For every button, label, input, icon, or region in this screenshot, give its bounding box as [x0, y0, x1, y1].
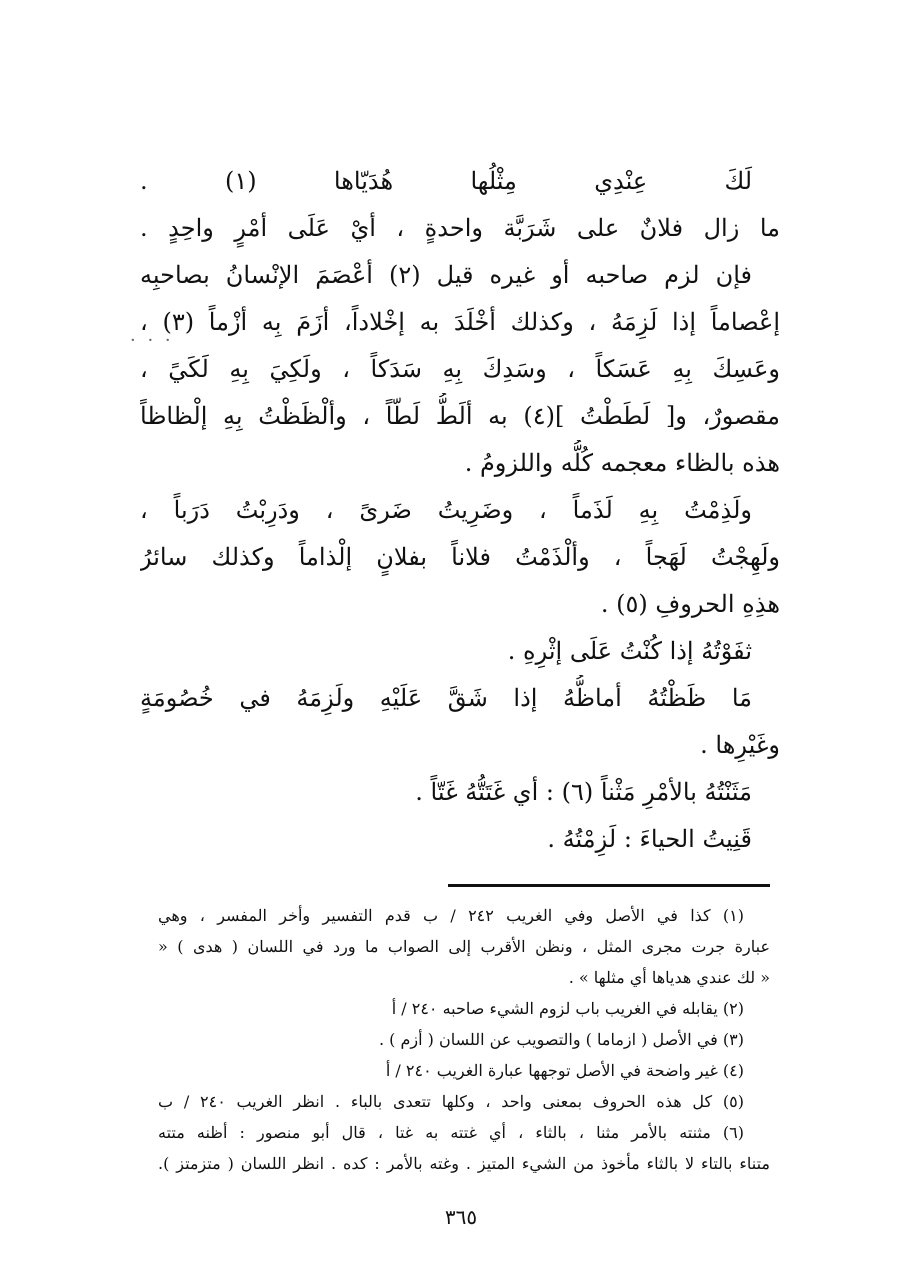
margin-mark: · · · — [130, 330, 174, 351]
main-line: فإن لزم صاحبه أو غيره قيل (٢) أعْصَمَ الإنْسانُ بصاحبِه — [140, 261, 753, 289]
main-line: مَا ظَظْتُهُ أماظُّهُ إذا شَقَّ عَلَيْهِ ولَزِمَهُ في خُصُومَةٍ — [140, 684, 752, 712]
main-line: ولَذِمْتُ بِهِ لَذَماً ، وضَرِيتُ ضَرىً ، ودَرِبْتُ دَرَباً ، — [140, 496, 752, 524]
footnote-line: متناء بالتاء لا بالثاء مأخوذ من الشيء المتيز . وغته بالأمر : كده . انظر اللسان ( متزمتز ). — [158, 1154, 770, 1173]
main-line: قَنِيتُ الحياءَ : لَزِمْتُهُ . — [547, 825, 752, 853]
main-line: ثفَوْتُهُ إذا كُنْتُ عَلَى إثْرِهِ . — [507, 637, 752, 665]
main-line: وغَيْرِها . — [700, 731, 780, 759]
main-line: مَثَنْتُهُ بالأمْرِ مَثْناً (٦) : أي غَتَتُّهُ غَتّاً . — [415, 778, 752, 806]
main-line: لَكَ عِنْدِي مِثْلُها هُدَيّاها (١) . — [140, 167, 753, 195]
footnote-line: (٣) في الأصل ( ازماما ) والتصويب عن اللسان ( أزم ) . — [379, 1030, 744, 1049]
main-line: ما زال فلانٌ على شَرَبَّة واحدةٍ ، أيْ عَلَى أمْرٍ واحِدٍ . — [140, 214, 780, 242]
footnote-line: (٤) غير واضحة في الأصل توجهها عبارة الغريب ٢٤٠ / أ — [385, 1061, 744, 1080]
page-number: ٣٦٥ — [444, 1205, 478, 1229]
footnote-line: « لك عندي هدياها أي مثلها » . — [568, 968, 770, 987]
main-line: وعَسِكَ بِهِ عَسَكاً ، وسَدِكَ بِهِ سَدَكاً ، ولَكِيَ بِهِ لَكَيً ، — [140, 355, 780, 383]
footnote-line: عبارة جرت مجرى المثل ، ونظن الأقرب إلى الصواب ما ورد في اللسان ( هدى ) « — [158, 937, 770, 956]
main-line: إعْصاماً إذا لَزِمَهُ ، وكذلك أخْلَدَ به إخْلاداً، أزَمَ بِه أزْماً (٣) ، — [140, 308, 780, 336]
footnote-line: (٦) مثنته بالأمر مثنا ، بالثاء ، أي غتته به غتا ، قال أبو منصور : أظنه متته — [158, 1123, 744, 1142]
main-text — [140, 158, 780, 863]
main-line: مقصورٌ، و[ لَطَطْتُ ](٤) به ألَطُّ لَطّاً ، وألْظَظْتُ بِهِ إلْظاظاً — [140, 402, 780, 430]
footnote-line: (٥) كل هذه الحروف بمعنى واحد ، وكلها تتعدى بالباء . انظر الغريب ٢٤٠ / ب — [158, 1092, 745, 1111]
main-line: هذِهِ الحروفِ (٥) . — [600, 590, 780, 618]
main-line: هذه بالظاء معجمه كُلُّه واللزومُ . — [464, 449, 780, 477]
footnotes — [158, 900, 770, 1179]
main-line: ولَهِجْتُ لَهَجاً ، وألْذَمْتُ فلاناً بفلانٍ إلْذاماً وكذلك سائرُ — [140, 543, 780, 571]
footnote-separator — [448, 884, 770, 887]
footnote-line: (١) كذا في الأصل وفي الغريب ٢٤٢ / ب قدم التفسير وأخر المفسر ، وهي — [158, 906, 745, 925]
footnote-line: (٢) يقابله في الغريب باب لزوم الشيء صاحبه ٢٤٠ / أ — [391, 999, 744, 1018]
